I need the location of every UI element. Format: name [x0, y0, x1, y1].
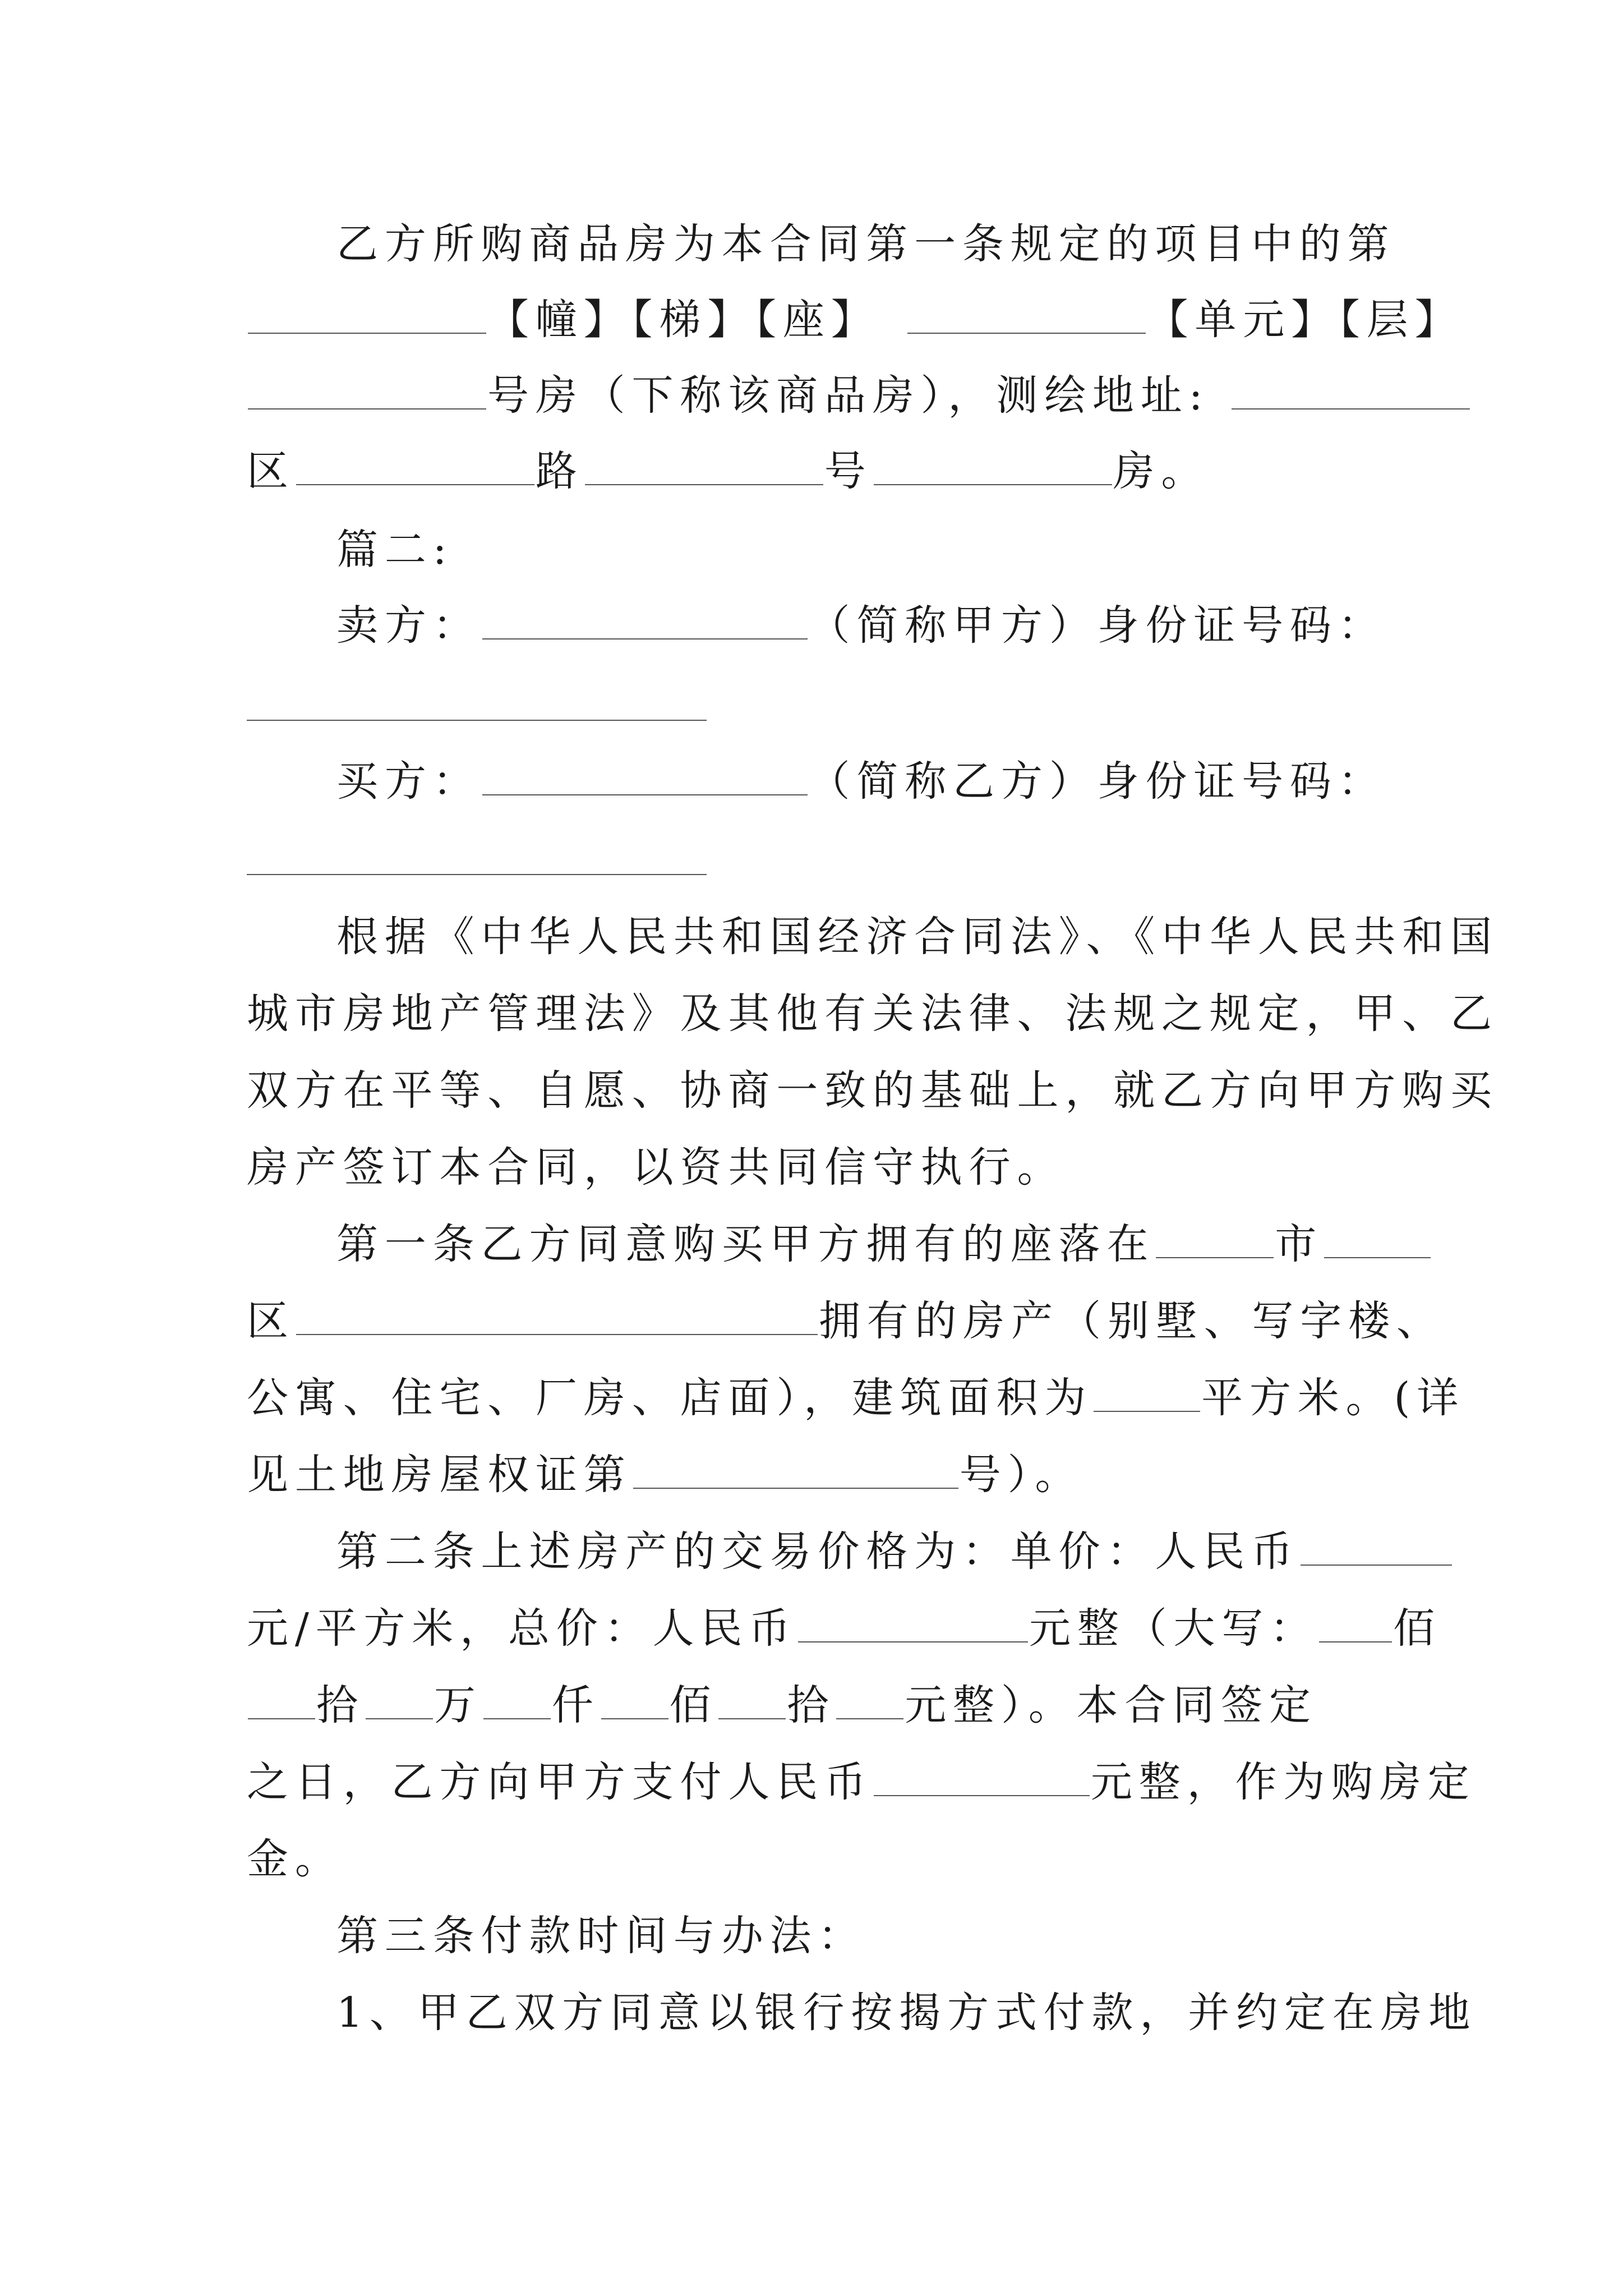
fill-blank: [483, 1679, 551, 1719]
fill-blank: [1156, 1218, 1274, 1258]
fill-blank: [1232, 369, 1470, 409]
text-line: 乙方所购商品房为本合同第一条规定的项目中的第: [336, 220, 1396, 268]
text-line: 【幢】【梯】【座】 【单元】【层】: [247, 280, 1463, 359]
fill-blank: [1324, 1218, 1431, 1258]
fill-blank: [836, 1679, 903, 1719]
fill-blank: [874, 1756, 1090, 1796]
text-line: 1、甲乙双方同意以银行按揭方式付款，并约定在房地: [336, 1989, 1477, 2037]
fill-blank: [798, 1602, 1028, 1642]
text-line: 元/平方米，总价：人民币 元整（大写： 佰: [247, 1589, 1441, 1668]
buyer-name-blank: [482, 755, 808, 795]
fill-blank: [296, 445, 534, 485]
section-heading: 第三条付款时间与办法：: [336, 1912, 866, 1960]
text-line: 根据《中华人民共和国经济合同法》、《中华人民共和国: [336, 913, 1498, 961]
text-line: 第二条上述房产的交易价格为：单价：人民币: [336, 1512, 1453, 1591]
fill-blank: [296, 1295, 818, 1335]
text-line: 区 路 号 房。: [247, 432, 1209, 510]
fill-blank: [1301, 1525, 1452, 1566]
fill-blank: [601, 1679, 668, 1719]
seller-line: 卖方： （简称甲方）身份证号码：: [336, 586, 1386, 665]
buyer-id-blank: [247, 874, 707, 875]
fill-blank: [874, 445, 1112, 485]
fill-blank: [248, 369, 486, 409]
text-line: 城市房地产管理法》及其他有关法律、法规之规定，甲、乙: [247, 990, 1498, 1038]
fill-blank: [366, 1679, 433, 1719]
text-line: 金。: [247, 1835, 343, 1883]
section-heading: 篇二:: [336, 526, 454, 574]
fill-blank: [633, 1448, 958, 1489]
text-line: 公寓、住宅、厂房、店面），建筑面积为 平方米。(详: [247, 1359, 1465, 1437]
fill-blank: [907, 293, 1146, 334]
buyer-line: 买方： （简称乙方）身份证号码：: [336, 742, 1386, 821]
text-line: 双方在平等、自愿、协商一致的基础上，就乙方向甲方购买: [247, 1066, 1498, 1115]
text-line: 见土地房屋权证第 号）。: [247, 1435, 1083, 1514]
seller-id-blank: [247, 720, 707, 721]
fill-blank: [718, 1679, 786, 1719]
fill-blank: [1319, 1602, 1392, 1642]
text-line: 之日，乙方向甲方支付人民币 元整，作为购房定: [247, 1743, 1476, 1821]
text-line: 拾 万 仟 佰 拾 元整）。本合同签定: [247, 1666, 1317, 1745]
fill-blank: [1094, 1372, 1200, 1412]
fill-blank: [248, 293, 486, 334]
fill-blank: [585, 445, 823, 485]
text-line: 区 拥有的房产（别墅、写字楼、: [247, 1282, 1445, 1360]
text-line: 号房（下称该商品房），测绘地址:: [247, 356, 1471, 435]
text-line: 房产签订本合同，以资共同信守执行。: [247, 1143, 1066, 1191]
fill-blank: [248, 1679, 315, 1719]
seller-name-blank: [482, 599, 808, 639]
text-line: 第一条乙方同意购买甲方拥有的座落在 市: [336, 1205, 1432, 1283]
